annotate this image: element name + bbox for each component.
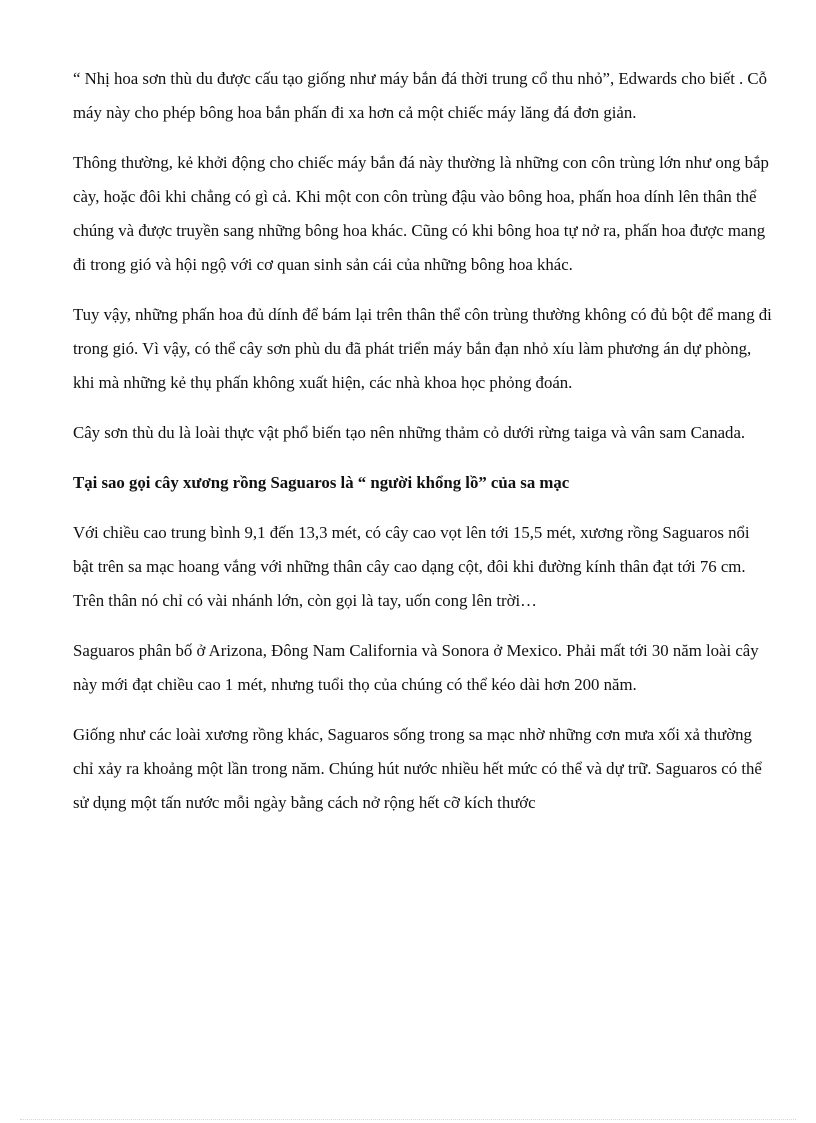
- paragraph-saguaros-water: Giống như các loài xương rồng khác, Saguaros sống trong sa mạc nhờ những cơn mưa xối xả thường chỉ xảy ra khoảng một lần trong năm. Chúng hút nước nhiều hết mức có thể và dự trữ. Saguaros có thể sử dụng một tấn nước mỗi ngày bằng cách nở rộng hết cỡ kích thước: [73, 725, 762, 812]
- paragraph-backup-mechanism: Tuy vậy, những phấn hoa đủ dính để bám lại trên thân thể côn trùng thường không có đủ bột để mang đi trong gió. Vì vậy, có thể cây sơn phù du đã phát triển máy bắn đạn nhỏ xíu làm phương án dự phòng, khi mà những kẻ thụ phấn không xuất hiện, các nhà khoa học phỏng đoán.: [73, 305, 772, 392]
- section-heading-saguaros: Tại sao gọi cây xương rồng Saguaros là “ người khổng lồ” của sa mạc: [73, 473, 570, 492]
- paragraph-pollinators: Thông thường, kẻ khởi động cho chiếc máy bắn đá này thường là những con côn trùng lớn như ong bắp cày, hoặc đôi khi chẳng có gì cả. Khi một con côn trùng đậu vào bông hoa, phấn hoa dính lên thân thể chúng và được truyền sang những bông hoa khác. Cũng có khi bông hoa tự nở ra, phấn hoa được mang đi trong gió và hội ngộ với cơ quan sinh sản cái của những bông hoa khác.: [73, 153, 769, 274]
- paragraph-saguaros-height: Với chiều cao trung bình 9,1 đến 13,3 mét, có cây cao vọt lên tới 15,5 mét, xương rồng Saguaros nổi bật trên sa mạc hoang vắng với những thân cây cao dạng cột, đôi khi đường kính thân đạt tới 76 cm. Trên thân nó chỉ có vài nhánh lớn, còn gọi là tay, uốn cong lên trời…: [73, 523, 750, 610]
- paragraph-saguaros-distribution: Saguaros phân bố ở Arizona, Đông Nam California và Sonora ở Mexico. Phải mất tới 30 năm loài cây này mới đạt chiều cao 1 mét, nhưng tuổi thọ của chúng có thể kéo dài hơn 200 năm.: [73, 641, 759, 694]
- page-bottom-divider: [20, 1119, 796, 1120]
- paragraph-dogwood-catapult: “ Nhị hoa sơn thù du được cấu tạo giống như máy bắn đá thời trung cổ thu nhỏ”, Edwards cho biết . Cỗ máy này cho phép bông hoa bắn phấn đi xa hơn cả một chiếc máy lăng đá đơn giản.: [73, 69, 768, 122]
- paragraph-dogwood-habitat: Cây sơn thù du là loài thực vật phổ biến tạo nên những thảm cỏ dưới rừng taiga và vân sam Canada.: [73, 423, 746, 442]
- document-page: [73, 62, 773, 836]
